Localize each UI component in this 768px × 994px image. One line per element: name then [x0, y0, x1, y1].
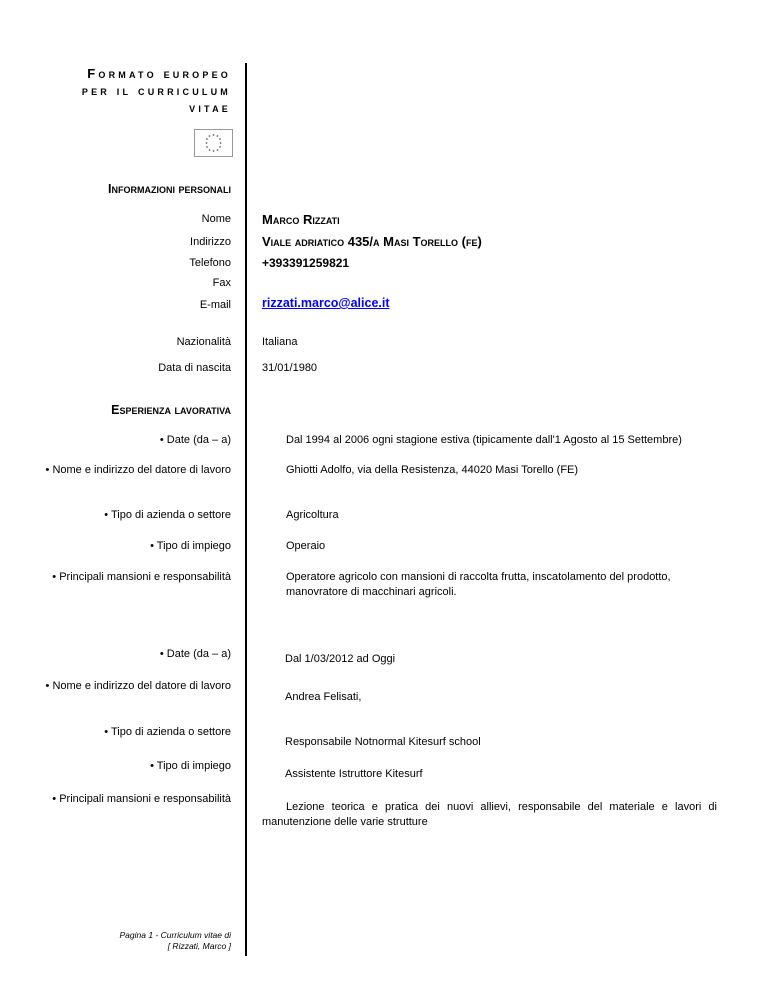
value-telefono: +393391259821 [262, 256, 350, 270]
label-email: E-mail [199, 299, 231, 311]
job1-duties-label: • Principali mansioni e responsabilità [52, 571, 231, 583]
cv-title-line-2: per il curriculum [81, 83, 231, 98]
job2-duties-label: • Principali mansioni e responsabilità [52, 793, 231, 805]
footer-line-2: [ Rizzati, Marco ] [167, 941, 231, 951]
label-nome: Nome [201, 213, 231, 225]
job2-job-label: • Tipo di impiego [150, 760, 231, 772]
job2-employer-label: • Nome e indirizzo del datore di lavoro [45, 680, 231, 692]
label-telefono: Telefono [189, 257, 231, 269]
job1-employer: Ghiotti Adolfo, via della Resistenza, 44020 Masi Torello (FE) [286, 464, 579, 476]
value-nazionalita: Italiana [262, 336, 298, 348]
job2-job: Assistente Istruttore Kitesurf [285, 768, 423, 780]
job1-sector-label: • Tipo di azienda o settore [104, 509, 231, 521]
cv-title-line-3: vitae [189, 100, 231, 115]
job2-dates: Dal 1/03/2012 ad Oggi [285, 653, 396, 665]
section-title-personal: Informazioni personali [108, 182, 231, 196]
job1-sector: Agricoltura [286, 509, 339, 521]
job2-dates-label: • Date (da – a) [159, 648, 231, 660]
job2-duties: Lezione teorica e pratica dei nuovi allievi, responsabile del materiale e lavori di manutenzione delle varie strutture [262, 801, 717, 828]
job1-job-label: • Tipo di impiego [150, 540, 231, 552]
value-email[interactable] [262, 296, 390, 312]
job2-sector: Responsabile Notnormal Kitesurf school [285, 736, 481, 748]
value-nome: Marco Rizzati [262, 212, 340, 227]
eu-flag-icon [194, 129, 233, 157]
section-title-experience: Esperienza lavorativa [111, 403, 231, 417]
job1-employer-label: • Nome e indirizzo del datore di lavoro [45, 464, 231, 476]
label-indirizzo: Indirizzo [190, 236, 231, 248]
label-fax: Fax [212, 277, 231, 289]
label-data-nascita: Data di nascita [158, 362, 231, 374]
job1-job: Operaio [286, 540, 326, 552]
footer-line-1: Pagina 1 - Curriculum vitae di [119, 930, 231, 940]
cv-title-line-1: Formato europeo [87, 66, 231, 81]
label-nazionalita: Nazionalità [176, 336, 231, 348]
vertical-divider [245, 63, 247, 956]
job2-sector-label: • Tipo di azienda o settore [104, 726, 231, 738]
job1-dates: Dal 1994 al 2006 ogni stagione estiva (tipicamente dall'1 Agosto al 15 Settembre) [286, 434, 682, 446]
value-indirizzo: Viale adriatico 435/a Masi Torello (fe) [262, 234, 482, 249]
job2-employer: Andrea Felisati, [285, 691, 362, 703]
job1-dates-label: • Date (da – a) [159, 434, 231, 446]
email-link[interactable]: rizzati.marco@alice.it [262, 296, 390, 310]
job1-duties: Operatore agricolo con mansioni di raccolta frutta, inscatolamento del prodotto, manovratore di macchinari agricoli. [286, 571, 671, 598]
value-data-nascita: 31/01/1980 [262, 362, 318, 374]
